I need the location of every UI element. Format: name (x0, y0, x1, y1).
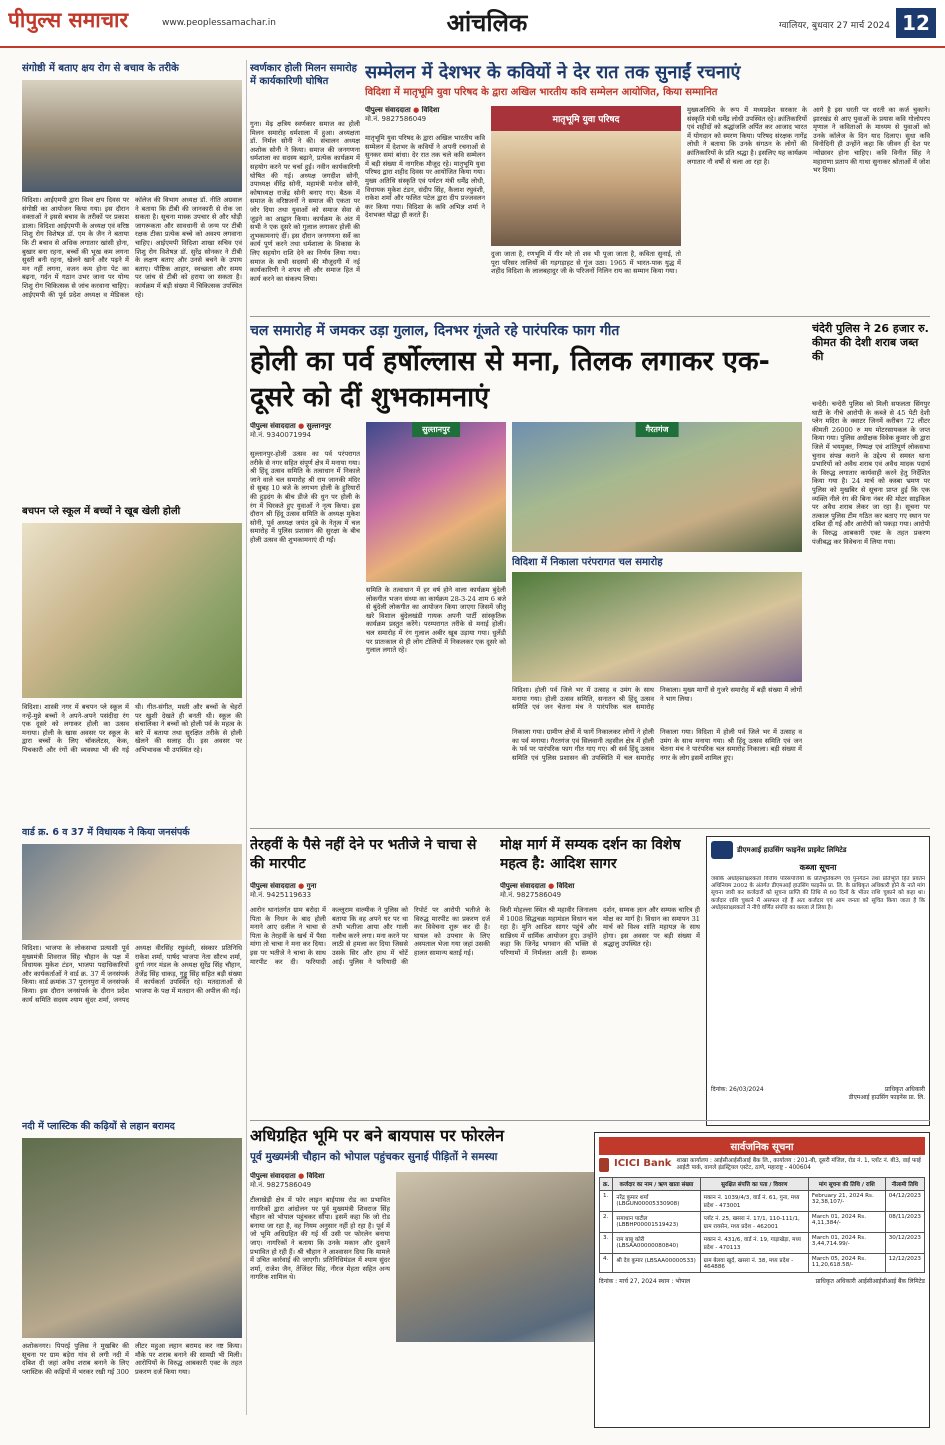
icici-footer: दिनांक : मार्च 27, 2024 स्थान : भोपाल (599, 1277, 691, 1285)
bypass-mobile: मो.नं. 9827586049 (250, 1181, 312, 1189)
kavi-body-1: मातृभूमि युवा परिषद के द्वारा अखिल भारतीय कवि सम्मेलन में देशभर के कवियों ने अपनी रचनाओं से सुनकर समां बांधा। देर रात तक चले कवि सम्मेलन में बड़ी संख्या में नागरिक मौजूद रहे। मातृभूमि युवा परिषद द्वारा शहीद दिवस पर आयोजित किया गया। मुख्य अतिथि संस्कृति एवं पर्यटन मंत्री धर्मेंद्र लोधी, विधायक मुकेश टंडन, संदीप सिंह, कैलाश रघुवंशी, राकेश शर्मा और फलित पटेल द्वारा दीप प्रज्जवलन कर किया गया। विदिशा के कवि अभिज्ञ शर्मा ने देशभक्त योद्धा ही करते हैं। (365, 134, 485, 220)
table-cell: March 01, 2024 Rs. 3,44,714.99/- (808, 1232, 885, 1253)
table-cell: मकान नं. 1039/4/3, वार्ड नं. 61, गुना, मध्य प्रदेश - 473001 (700, 1190, 808, 1211)
kavi-body-4: आगे है इस धरती पर धरती का कर्ज चुकाने। झारखंड से आए युवाओं के प्रयास कवि गोलोपरप मृणाल ने कविताओं के माध्यम से युवाओं को उनके कॉलेज के दिन याद दिलाए। सुधा कवि विनोदिनी ही उन्होंने कहा कि जीवन ही देश पर न्योछावर होना चाहिए। कवि विनीत सिंह ने महाराणा प्रताप की गाथा सुनाकर श्रोताओं में जोश भर दिया। (813, 106, 930, 175)
terahvi-byline-name: पीपुल्स संवाददाता (250, 882, 296, 890)
divider (250, 316, 930, 317)
kavi-headline: सम्मेलन में देशभर के कवियों ने देर रात तक सुनाईं रचनाएं (365, 62, 741, 83)
table-cell: श्री देव कुमार (LBSAA00000533) (613, 1253, 700, 1272)
table-header: कर्जदार का नाम / ऋण खाता संख्या (613, 1177, 700, 1190)
moksh-byline-name: पीपुल्स संवाददाता (500, 882, 546, 890)
holi-tag-2: गैरतगंज (636, 422, 679, 437)
ward-photo (22, 844, 242, 940)
table-cell: नरेंद्र कुमार शर्मा (LBGUN00005330908) (613, 1190, 700, 1211)
moksh-place: विदिशा (556, 882, 575, 890)
table-cell: 30/12/2023 (885, 1232, 924, 1253)
holi-photo-3-caption: विदिशा में निकाला परंपरागत चल समारोह (512, 557, 663, 568)
dmi-company: डीएमआई हाउसिंग फाइनेंस प्राइवेट लिमिटेड (737, 845, 847, 854)
tb-photo (22, 80, 242, 192)
table-row (600, 1190, 925, 1211)
nadi-story (22, 1120, 242, 1420)
divider (250, 1120, 930, 1121)
tb-body: विदिशा। आईएमपी द्वारा विश्व क्षय दिवस पर संगोष्ठी का आयोजन किया गया। इस दौरान वक्ताओं ने इससे बचाव के तरीकों पर प्रकाश डाला। विदिशा आईएमपी के अध्यक्ष एवं वरिष्ठ शिशु रोग विशेषज्ञ डॉ. एम के जैन ने बताया कि टी बचाव से अधिक लगातार खांसी होना, बुखार बना रहना, बच्चों की भूख कम लगना सुस्ती बनी रहना, खेलने खाने और पढ़ने में मन नहीं लगना, वजन कम होना पेट का बढ़ना, गर्दन में गठान उभर जाना पर योग्य शिशु रोग चिकित्सक से जांच करवाना चाहिए। आईएमपी की पूर्व प्रदेश अध्यक्ष व मेडिकल कॉलेज की विभाग अध्यक्ष डॉ. नीति अग्रवाल ने बताया कि टीबी की जानकारी से रोक जा सकता है। सूचना मास्क उपचार से और थोड़ी जागरूकता और सावधानी से जन्म पर टीबी रक्षक टीका प्रत्येक बच्चे को अवश्य लगवाना चाहिए। आईएमपी विदिशा शाखा सचिव एवं शिशु रोग विशेषज्ञ डॉ. सुरेंद्र सोनकर ने टीबी के लक्षण बताए और उनसे बचने के उपाय बताए। पौष्टिक आहार, स्वच्छता और समय पर जांच से टीबी को हराया जा सकता है। कार्यक्रम में बड़ी संख्या में चिकित्सक उपस्थित रहे। (22, 196, 242, 299)
kavi-banner-text: मातृभूमि युवा परिषद (552, 115, 620, 125)
holi-byline (250, 422, 360, 446)
kavi-photo (491, 106, 681, 246)
table-header: नीलामी तिथि (885, 1177, 924, 1190)
table-cell: समाधान पाटील (LBBHP00001519423) (613, 1211, 700, 1232)
holi-kicker: चल समारोह में जमकर उड़ा गुलाल, दिनभर गूंजते रहे पारंपरिक फाग गीत (250, 323, 620, 339)
dmi-logo-icon (711, 841, 733, 859)
school-headline: बचपन प्ले स्कूल में बच्चों ने खूब खेली होली (22, 506, 181, 517)
kavi-body-3: मुख्यअतिथि के रूप में मध्यप्रदेश सरकार के संस्कृति मंत्री धर्मेंद्र लोधी उपस्थित रहे। क्रांतिकारियों एवं शहीदों को श्रद्धांजलि अर्पित कर आजाद भारत में योगदान को स्मरण किया। परिषद संरक्षक नागेंद्र लोधी ने बताया कि उनके संगठन के लोगों की क्रांतिकारियों के प्रति श्रद्धा है। इसलिए यह कार्यक्रम लगातार नौ वर्षों से चला आ रहा है। (687, 106, 807, 166)
bypass-headline: अधिग्रहित भूमि पर बने बायपास पर फोरलेन (250, 1126, 505, 1145)
bypass-body: टीलाखेड़ी क्षेत्र में फोर लाइन बाईपास रोड का प्रभावित नागरिकों द्वारा आंदोलन पर पूर्व मुख्यमंत्री शिवराज सिंह चौहान को भोपाल पहुंचकर सौंपा। इसमें कहा कि जो रोड बनाया जा रहा है, वह नियम अनुसार नहीं हो रहा है। पूर्व में जो भूमि अधिग्रहित की गई थी उसी पर फोरलेन बनाया जाए। नागरिकों ने बताया कि उनके मकान और दुकानें प्रभावित हो रही हैं। श्री चौहान ने आश्वासन दिया कि मामले में उचित कार्रवाई की जाएगी। प्रतिनिधिमंडल में श्याम सुंदर शर्मा, राजेश जैन, तेजिंदर सिंह, नीरज मेहता सहित अन्य नागरिक शामिल थे। (250, 1196, 390, 1282)
holi-photo-3-text: विदिशा। होली पर्व जिले भर में उत्साह व उमंग के साथ मनाया गया। होली उत्सव समिति, सनातन श्री हिंदू उत्सव समिति एवं जन चेतना मंच ने पारंपरिक चल समारोह निकाला। मुख्य मार्गों से गुजरे समारोह में बड़ी संख्या में लोगों ने भाग लिया। (512, 686, 802, 712)
table-cell: 04/12/2023 (885, 1190, 924, 1211)
icici-section-title: सार्वजनिक सूचना (599, 1137, 925, 1155)
holi-place: सुल्तानपुर (306, 422, 332, 430)
holi-byline-name: पीपुल्स संवाददाता (250, 422, 296, 430)
bypass-byline-name: पीपुल्स संवाददाता (250, 1172, 296, 1180)
table-cell: 1. (600, 1190, 613, 1211)
location-pin-icon: ● (413, 106, 420, 114)
kavi-subhead: विदिशा में मातृभूमि युवा परिषद के द्वारा अखिल भारतीय कवि सम्मेलन आयोजित, किया सम्मानित (365, 87, 718, 98)
table-cell: March 05, 2024 Rs. 11,20,618.58/- (808, 1253, 885, 1272)
chanderi-body: चन्देरी। चन्देरी पुलिस को मिली सफलता सिंगपुर घाटी के नीचे आरोपी के कब्जे से 45 पेटी देशी प्लेन मदिरा के क्वाटर जिनमें करीबन 72 लीटर कीमती 26000 रु मय मोटरसायकल के जप्त किया गया। पुलिस अधीक्षक विवेक कुमार जी द्वारा जिले में भयमुक्त, निष्पक्ष एवं शांतिपूर्ण लोकसभा चुनाव संपन्न कराने के उद्देश्य से समस्त थाना प्रभारियों को अवैध शराब एवं अवैध मादक पदार्थ के विरुद्ध लगातार कार्यवाही करने हेतु निर्देशित किया गया है। 24 मार्च को कस्बा भ्रमण पर पुलिस को मुखबिर से सूचना प्राप्त हुई कि एक व्यक्ति नीले रंग की बिना नंबर की मोटर साइकिल पर अवैध शराब लेकर जा रहा है। सूचना पर तत्काल पुलिस टीम गठित कर बताए गए स्थान पर दबिश दी गई और आरोपी को पकड़ा गया। आरोपी के विरुद्ध आबकारी एक्ट के तहत प्रकरण पंजीबद्ध कर विवेचना में लिया गया। (812, 400, 930, 546)
moksh-byline (500, 882, 700, 904)
tb-story (22, 62, 242, 502)
location-pin-icon: ● (548, 882, 555, 890)
holi-mobile: मो.नं. 9340071994 (250, 431, 312, 439)
icici-table (599, 1177, 925, 1273)
table-cell: 12/12/2023 (885, 1253, 924, 1272)
section-title (412, 6, 562, 40)
holi-col-1: सुल्तानपुर-होली उत्सव का पर्व परंपरागत तरीके से नगर सहित संपूर्ण क्षेत्र में मनाया गया। श्री हिंदू उत्सव समिति के तत्वाधान में निकाले जाने वाले चल समारोह श्री राम जानकी मंदिर से सुबह 10 बजे के लगभग होली के हुरियारों की हुड़दंग के बीच डीजे की धुन पर होली के रंग में थिरकते हुए युवाओं ने नृत्य किया। इस दौरान श्री हिंदू उत्सव समिति के अध्यक्ष मुकेश सोनी, पूर्व अध्यक्ष जयंत दुबे के नेतृत्व में चल समारोह में पुलिस प्रशासन की सुरक्षा के बीच होली उत्सव की शुभकामनाएं दी गईं। (250, 450, 360, 544)
holi-col-2: समिति के तत्वाधान में हर वर्ष होने वाला कार्यक्रम बुंदेली लोकगीत भजन संध्या का कार्यक्रम 28-3-24 शाम 6 बजे से बुंदेली लोकगीत का आयोजन किया जाएगा जिसमें जीतू खरे विशाल बुंदेलखंडी गायक अपनी पार्टी सांस्कृतिक कार्यक्रम प्रस्तुत करेंगे। परम्परागत तरीके से मनाई होली। चल समारोह में रंग गुलाल अबीर खूब उड़ाया गया। धुलेंडी पर प्रातःकाल से ही लोग टोलियों में निकलकर एक दूसरे को गुलाल लगाते रहे। (366, 586, 506, 655)
holi-col-3: निकाला गया। ग्रामीण क्षेत्रों में फागें निकालकर लोगों ने होली का पर्व मनाया। गैरतगंज एवं सिलवानी तहसील क्षेत्र में होली के पर्व पर पारंपरिक फाग गीत गाए गए। श्री सर्व हिंदू उत्सव समिति एवं पुलिस प्रशासन की उपस्थिति में चल समारोह निकाला गया। विदिशा में होली पर्व जिले भर में उत्साह व उमंग के साथ मनाया गया। श्री हिंदू उत्सव समिति एवं जन चेतना मंच ने पारंपरिक चल समारोह निकाला। बड़ी संख्या में नगर के लोग इसमें शामिल हुए। (512, 728, 802, 762)
tb-headline: संगोष्ठी में बताए क्षय रोग से बचाव के तरीके (22, 63, 179, 74)
table-cell: 2. (600, 1211, 613, 1232)
terahvi-mobile: मो.नं. 9425119633 (250, 891, 312, 899)
terahvi-place: गुना (306, 882, 317, 890)
table-cell: 4. (600, 1253, 613, 1272)
table-header: सुरक्षित संपत्ति का पता / विवरण (700, 1177, 808, 1190)
table-cell: राम बाबू कोरी (LBSAA00000080840) (613, 1232, 700, 1253)
bypass-place: विदिशा (306, 1172, 325, 1180)
icici-logo-icon (599, 1158, 609, 1172)
icici-notice (594, 1132, 930, 1428)
dateline: ग्वालियर, बुधवार 27 मार्च 2024 (779, 21, 890, 31)
chanderi-headline: चंदेरी पुलिस ने 26 हजार रु. कीमत की देशी शराब जब्त की (812, 322, 929, 363)
school-body: विदिशा। शास्त्री नगर में बचपन प्ले स्कूल में नन्हें-मुन्ने बच्चों ने अपने-अपने पसंदीदा रंग एक दूसरे को लगाकर होली का उत्सव मनाया। होली के खास अवसर पर स्कूल के द्वारा बच्चों के लिए चॉकलेटस, केक, पिचकारी और रंगों की व्यवस्था भी की गई थी। गीत-संगीत, मस्ती और बच्चों के चेहरों पर खुशी देखते ही बनती थी। स्कूल की संचालिका ने बच्चों को होली पर्व के महत्व के बारे में बताया तथा सुरक्षित तरीके से होली खेलने की सलाह दी। इस अवसर पर अभिभावक भी उपस्थित रहे। (22, 703, 242, 754)
paper-logo-text: पीपुल्स समाचार (8, 8, 129, 32)
holi-headline: होली का पर्व हर्षोल्लास से मना, तिलक लगाकर एक-दूसरे को दीं शुभकामनाएं (250, 346, 770, 413)
table-row (600, 1232, 925, 1253)
holi-photo-3 (512, 572, 802, 682)
ward-headline: वार्ड क्र. 6 व 37 में विधायक ने किया जनसंपर्क (22, 827, 190, 838)
table-header: क्र. (600, 1177, 613, 1190)
table-cell: 08/11/2023 (885, 1211, 924, 1232)
school-photo (22, 523, 242, 698)
icici-intro: शाखा कार्यालय : आईसीआईसीआई बैंक लि., कार्यालय : 201-बी, दूसरी मंजिल, रोड नं. 1, प्लॉट नं. बी3, वाई फाई आईटी पार्क, वागले इंडस्ट्रियल एस्टेट, ठाणे, महाराष्ट्र - 400604 (676, 1158, 921, 1172)
website-url[interactable]: www.peoplessamachar.in (162, 18, 276, 28)
holi-photo-2 (512, 422, 802, 552)
paper-logo (8, 6, 158, 34)
icici-signer: प्राधिकृत अधिकारी आईसीआईसीआई बैंक लिमिटेड (815, 1277, 925, 1285)
bypass-subhead: पूर्व मुख्यमंत्री चौहान को भोपाल पहुंचकर सुनाई पीड़ितों ने समस्या (250, 1151, 498, 1163)
moksh-story (500, 836, 700, 1116)
masthead (0, 0, 945, 48)
kavi-byline (365, 106, 490, 130)
table-cell: मकान नं. 431/6, वार्ड नं. 19, गाड़ाखेड़ा, मध्य प्रदेश - 470113 (700, 1232, 808, 1253)
location-pin-icon: ● (298, 882, 305, 890)
terahvi-byline (250, 882, 490, 904)
dmi-signer: प्राधिकृत अधिकारी (884, 1086, 925, 1093)
section-title-text: आंचलिक (446, 9, 528, 37)
dmi-date: दिनांक: 26/03/2024 (711, 1086, 764, 1093)
table-cell: March 01, 2024 Rs. 4,11,384/- (808, 1211, 885, 1232)
location-pin-icon: ● (298, 1172, 305, 1180)
terahvi-story (250, 836, 490, 1116)
kavi-mobile: मो.नं. 9827586049 (365, 115, 427, 123)
table-row (600, 1211, 925, 1232)
icici-bank: ICICI Bank (614, 1158, 672, 1169)
dmi-signer-org: डीएमआई हाउसिंग फाइनेंस प्रा. लि. (848, 1094, 925, 1101)
holi-photo-1 (366, 422, 506, 582)
ward-story (22, 826, 242, 1116)
column-rule (246, 60, 247, 1415)
bypass-byline (250, 1172, 390, 1194)
moksh-headline: मोक्ष मार्ग में सम्यक दर्शन का विशेष महत्व है: आदिश सागर (500, 837, 681, 872)
kavi-body-2: दुजा जाता है, रणभूमि में गीर मरे तो शव भी पूजा जाता है, कविता सुनाई, तो पूरा परिसर तालियों की गड़गड़ाहट से गूंज उठा। 1965 में भारत-पाक युद्ध में शहीद विदिशा के लालबहादुर जी के परिजनों निलिन राय का सम्मान किया गया। (491, 250, 681, 276)
holi-tag-1: सुल्तानपुर (412, 422, 460, 437)
terahvi-body: आरोन थानांतर्गत ग्राम बरोदा में पिता के निधन के बाद होली मनाने आए दलील ने चाचा से पिता के तेरहवीं के खर्च में पैसा मांगा तो चाचा ने मना कर दिया। इस पर भतीजे ने चाचा के साथ मारपीट कर दी। फरियादी कल्लूराम वाल्मीक ने पुलिस को बताया कि वह अपने घर पर था तभी भतीजा आया और गाली गलौच करने लगा। मना करने पर लाठी से हमला कर दिया जिससे उसके सिर और हाथ में चोटें आईं। पुलिस ने फरियादी की रिपोर्ट पर आरोपी भतीजे के विरुद्ध मारपीट का प्रकरण दर्ज कर विवेचना शुरू कर दी है। घायल को उपचार के लिए अस्पताल भेजा गया जहां उसकी हालत सामान्य बताई गई। (250, 906, 490, 966)
dmi-title: कब्जा सूचना (799, 863, 837, 872)
moksh-mobile: मो.नं. 9827586049 (500, 891, 562, 899)
location-pin-icon: ● (298, 422, 305, 430)
table-cell: ग्राम बेलवा खुर्द, खसरा नं. 38, मध्य प्रदेश - 464886 (700, 1253, 808, 1272)
moksh-body: किरी मोहल्ला स्थित श्री महावीर जिनालय में 1008 सिद्धचक्र महामंडल विधान चल रहा है। मुनि आदिश सागर पहुंचे और सान्निध्य में धार्मिक आयोजन हुए। उन्होंने कहा कि जिनेंद्र भगवान की भक्ति से परिणामों में निर्मलता आती है। सम्यक दर्शन, सम्यक ज्ञान और सम्यक चारित्र ही मोक्ष का मार्ग है। विधान का समापन 31 मार्च को विश्व शांति महायज्ञ के साथ होगा। इस अवसर पर बड़ी संख्या में श्रद्धालु उपस्थित रहे। (500, 906, 700, 957)
table-cell: February 21, 2024 Rs. 32,38,107/- (808, 1190, 885, 1211)
nadi-body: अशोकनगर। पिपरई पुलिस ने मुखबिर की सूचना पर ग्राम बड़ेरा गांव से लगी नदी में दबिश दी जहां अवैध शराब बनाने के लिए प्लास्टिक की कढ़ियों में भरकर रखी गई 300 लीटर महुआ लहान बरामद कर नष्ट किया। मौके पर शराब बनाने की सामग्री भी मिली। आरोपियों के विरुद्ध आबकारी एक्ट के तहत प्रकरण दर्ज किया गया। (22, 1342, 242, 1376)
nadi-photo (22, 1138, 242, 1338)
table-cell: प्लॉट नं. 25, खसरा नं. 17/1, 110-111/1, ग्राम रायसेन, मध्य प्रदेश - 462001 (700, 1211, 808, 1232)
dmi-body: जबकि अधोहस्ताक्षरकर्ता वित्तीय परिसंपत्तियों के प्रतिभूतिकरण एवं पुनर्गठन तथा प्रतिभूति हित प्रवर्तन अधिनियम 2002 के अंतर्गत डीएमआई हाउसिंग फाइनेंस प्रा. लि. के प्राधिकृत अधिकारी होने के नाते मांग सूचना जारी कर कर्जदारों को सूचना प्राप्ति की तिथि से 60 दिनों के भीतर राशि चुकाने को कहा था। कर्जदार राशि चुकाने में असफल रहे हैं अतः कर्जदार एवं आम जनता को सूचित किया जाता है कि अधोहस्ताक्षरकर्ता ने नीचे वर्णित संपत्ति का कब्जा ले लिया है। (711, 876, 925, 911)
ward-body: विदिशा। भाजपा के लोकसभा प्रत्याशी पूर्व मुख्यमंत्री शिवराज सिंह चौहान के पक्ष में विधायक मुकेश टंडन, भाजपा पदाधिकारियों और कार्यकर्ताओं ने वार्ड क्र. 37 में जनसंपर्क किया। वार्ड क्रमांक 37 पुरानपुरा में जनसंपर्क किया। इस दौरान जनसंपर्क के दौरान प्रदेश कार्य समिति सदस्य श्याम सुंदर शर्मा, जनपद अध्यक्ष वीरसिंह रघुवंशी, संस्कार प्रतिनिधि राकेश शर्मा, पार्षद भाजपा नेता सौरभ शर्मा, दुर्गा नगर मंडल के अध्यक्ष सुरेंद्र सिंह चौहान, तेजेंद्र सिंह धाकड़, गुड्डू सिंह सहित बड़ी संख्या में कार्यकर्ता उपस्थित रहे। मतदाताओं से भाजपा के पक्ष में मतदान की अपील की गई। (22, 944, 242, 1004)
chanderi-story (812, 322, 930, 822)
table-header: मांग सूचना की तिथि / राशि (808, 1177, 885, 1190)
nadi-headline: नदी में प्लास्टिक की कढ़ियों से लहान बरामद (22, 1121, 175, 1132)
gold-body: गुना। मेढ़ क्षत्रिय स्वर्णकार समाज का होली मिलन समारोह धर्मशाला में हुआ। अध्यक्षता डॉ. निर्मल सोनी ने की। संचालन अध्यक्ष अशोक सोनी ने किया। समाज की जनगणना धर्मशाला का सदस्य बढ़ाने, प्रत्येक कार्यक्रम में सहयोग करने पर चर्चा हुई। नवीन कार्यकारिणी घोषित की गई। अध्यक्ष जगदीश सोनी, उपाध्यक्ष वीरेंद्र सोनी, महामंत्री मनोज सोनी, कोषाध्यक्ष राजेंद्र सोनी बनाए गए। बैठक में समाज के वरिष्ठजनों ने समाज की एकता पर जोर दिया तथा युवाओं को समाज सेवा से जुड़ने का आह्वान किया। कार्यक्रम के अंत में सभी ने एक दूसरे को गुलाल लगाकर होली की शुभकामनाएं दीं। इस दौरान जनगणना सर्वे का कार्य पूर्ण करने तथा धर्मशाला के विकास के लिए सहयोग राशि देने का निर्णय लिया गया। समाज के सभी सदस्यों की मौजूदगी में नई कार्यकारिणी ने शपथ ली और समाज हित में कार्य करने का संकल्प लिया। (250, 120, 360, 283)
divider (250, 828, 930, 829)
kavi-byline-name: पीपुल्स संवाददाता (365, 106, 411, 114)
dmi-notice (706, 836, 930, 1126)
table-cell: 3. (600, 1232, 613, 1253)
terahvi-headline: तेरहवीं के पैसे नहीं देने पर भतीजे ने चाचा से की मारपीट (250, 837, 477, 872)
page-number: 12 (896, 8, 936, 38)
table-row (600, 1253, 925, 1272)
holi-story (250, 322, 805, 822)
kavi-place: विदिशा (421, 106, 440, 114)
kavi-story (365, 62, 930, 312)
gold-headline: स्वर्णकार होली मिलन समारोह में कार्यकारिणी घोषित (250, 63, 357, 87)
